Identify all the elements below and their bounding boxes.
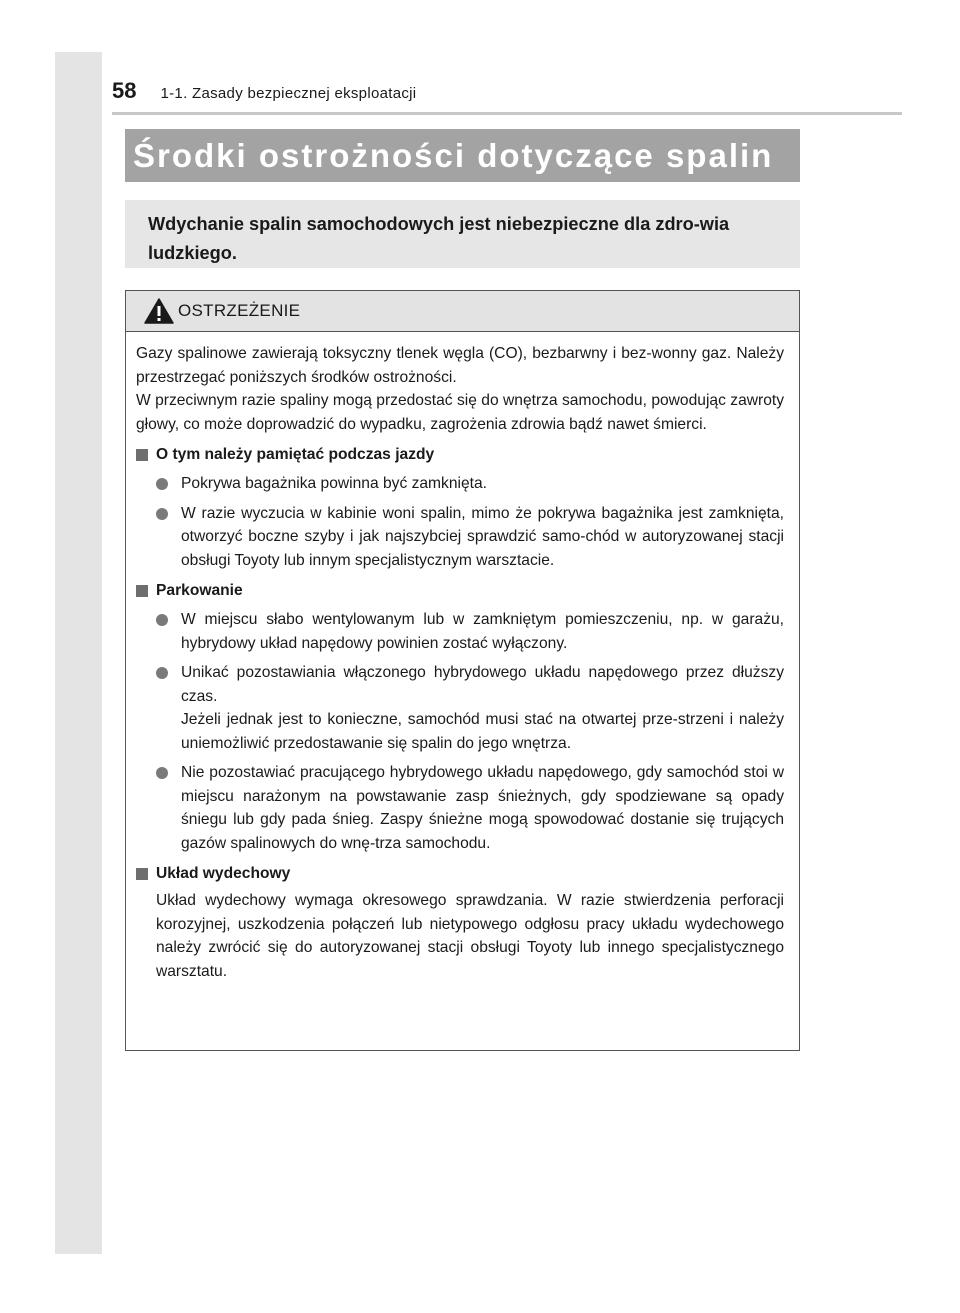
round-bullet-icon <box>156 767 168 779</box>
list-item <box>136 502 784 573</box>
square-bullet-icon <box>136 868 148 880</box>
intro-text: Wdychanie spalin samochodowych jest niebezpieczne dla zdro-wia ludzkiego. <box>148 214 730 263</box>
list-item <box>136 472 784 496</box>
section-heading-text: Układ wydechowy <box>156 864 291 882</box>
round-bullet-icon <box>156 478 168 490</box>
square-bullet-icon <box>136 585 148 597</box>
section-heading-text: Parkowanie <box>156 581 243 599</box>
page-number: 58 <box>112 78 137 103</box>
intro-box <box>125 200 800 268</box>
warning-header <box>126 291 799 332</box>
round-bullet-icon <box>156 667 168 679</box>
warning-body <box>126 332 799 983</box>
section-title-band <box>125 129 800 182</box>
page-header <box>112 76 902 115</box>
section-heading <box>136 443 784 466</box>
list-item <box>136 661 784 708</box>
warning-label: OSTRZEŻENIE <box>178 301 301 320</box>
list-item-text: Pokrywa bagażnika powinna być zamknięta. <box>181 475 487 492</box>
list-item <box>136 608 784 655</box>
warning-triangle-icon <box>144 298 174 324</box>
list-item-text: W miejscu słabo wentylowanym lub w zamkniętym pomieszczeniu, np. w garażu, hybrydowy układ napędowy powinien zostać wyłączony. <box>181 611 784 652</box>
warning-paragraph-2: W przeciwnym razie spaliny mogą przedostać się do wnętrza samochodu, powodując zawroty głowy, co może doprowadzić do wypadku, zagrożenia zdrowia bądź nawet śmierci. <box>136 392 784 433</box>
list-item-text: Unikać pozostawiania włączonego hybrydowego układu napędowego przez dłuższy czas. <box>181 664 784 705</box>
section-heading-text: O tym należy pamiętać podczas jazdy <box>156 445 435 463</box>
list-item-text: W razie wyczucia w kabinie woni spalin, mimo że pokrywa bagażnika jest zamknięta, otworzyć boczne szyby i jak najszybciej sprawdzić samo-chód w autoryzowanej stacji obsługi Toyoty lub innym specjalistycznym warsztacie. <box>181 504 784 569</box>
section-title: Środki ostrożności dotyczące spalin <box>133 136 774 174</box>
warning-paragraph: Gazy spalinowe zawierają toksyczny tlenek węgla (CO), bezbarwny i bez-wonny gaz. Należy przestrzegać poniższych środków ostrożności. <box>136 345 784 386</box>
round-bullet-icon <box>156 614 168 626</box>
side-strip <box>55 52 102 1254</box>
list-item-continuation: Jeżeli jednak jest to konieczne, samochód musi stać na otwartej prze-strzeni i należy uniemożliwić przedostawanie się spalin do jego wnętrza. <box>181 711 784 752</box>
section-heading <box>136 579 784 602</box>
square-bullet-icon <box>136 449 148 461</box>
section-heading <box>136 862 784 885</box>
chapter-title: 1-1. Zasady bezpiecznej eksploatacji <box>160 85 417 102</box>
list-item-text: Nie pozostawiać pracującego hybrydowego układu napędowego, gdy samochód stoi w miejscu narażonym na powstawanie zasp śnieżnych, gdy spodziewane są opady śniegu lub gdy pada śnieg. Zaspy śnieżne mogą spowodować dostanie się trujących gazów spalinowych do wnę-trza samochodu. <box>181 764 784 852</box>
round-bullet-icon <box>156 508 168 520</box>
warning-box <box>125 290 800 1051</box>
list-item <box>136 761 784 855</box>
section-paragraph: Układ wydechowy wymaga okresowego sprawdzania. W razie stwierdzenia perforacji korozyjnej, uszkodzenia połączeń lub nietypowego odgłosu pracy układu wydechowego należy zwrócić się do autoryzowanej stacji obsługi Toyoty lub innego specjalistycznego warsztatu. <box>156 892 784 980</box>
